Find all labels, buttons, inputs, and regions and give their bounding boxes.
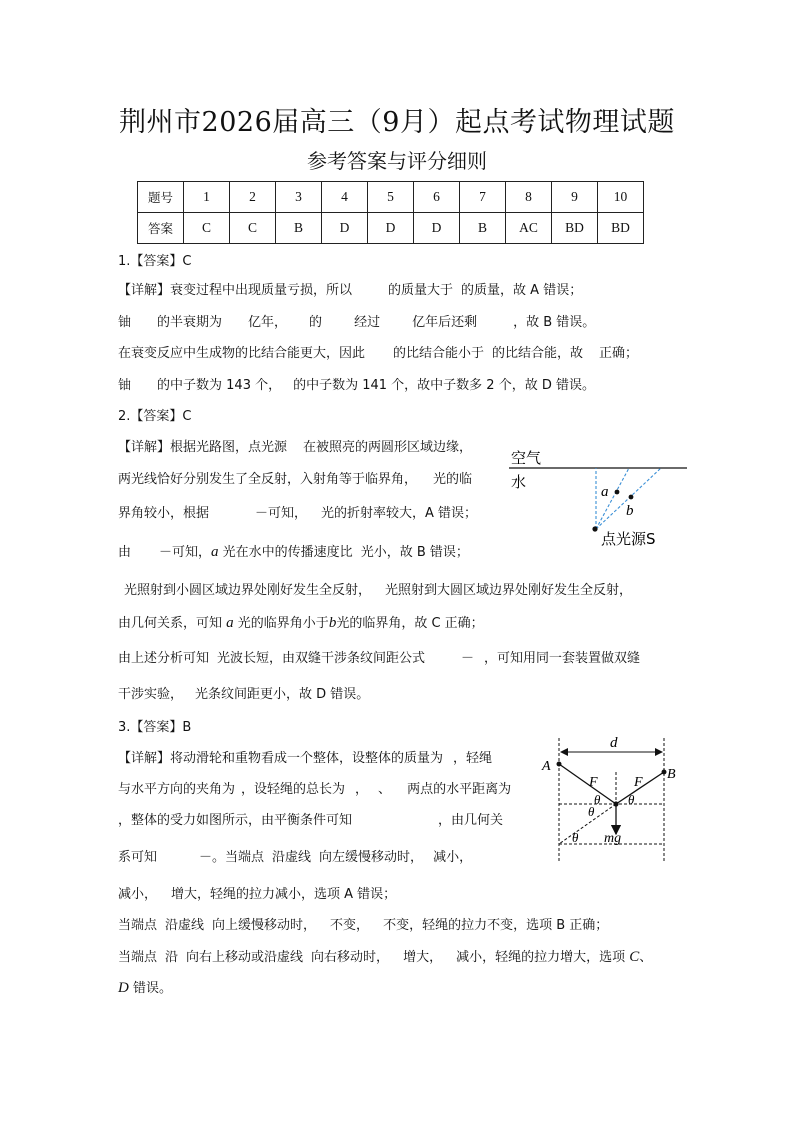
text: 向右移动时， — [311, 950, 390, 965]
force-diagram — [540, 732, 690, 864]
light-path-diagram — [505, 445, 690, 555]
text: 两光线恰好分别发生了全反射，入射角等于临界角， — [118, 472, 418, 487]
text: 光照射到大圆区域边界处刚好发生全反射， — [385, 583, 633, 598]
answer-cell: B — [276, 213, 322, 244]
text: 【详解】将动滑轮和重物看成一个整体，设整体的质量为 — [118, 751, 444, 766]
text: 亿年后还剩 — [412, 315, 478, 330]
point-b-dot — [629, 495, 634, 500]
text: ，轻绳 — [453, 751, 493, 766]
answer-table-row-questions — [138, 182, 644, 213]
text: 经过 — [354, 315, 381, 330]
answer-cell: AC — [506, 213, 552, 244]
text: 光的临界角，故 C 正确； — [336, 616, 484, 631]
text: 铀 — [118, 378, 132, 393]
text: 的比结合能小于 — [393, 346, 485, 361]
option-c: C — [629, 949, 640, 965]
text: 光在水中的传播速度比 — [222, 545, 353, 560]
text: ，整体的受力如图所示，由平衡条件可知 — [118, 813, 353, 828]
q3-explanation-line-1 — [118, 751, 492, 767]
question-number-cell: 10 — [598, 182, 644, 213]
q3-explanation-line-3 — [118, 813, 503, 829]
q2-explanation-line-4 — [118, 544, 469, 561]
question-number-cell: 3 — [276, 182, 322, 213]
label-d: d — [610, 735, 618, 751]
question-number-cell: 2 — [230, 182, 276, 213]
text: 光的折射率较大，A 错误； — [321, 506, 478, 521]
question-number-cell: 1 — [184, 182, 230, 213]
text: 沿虚线 — [165, 918, 205, 933]
q3-explanation-line-6 — [118, 918, 608, 934]
text: 由 — [118, 545, 132, 560]
text: ，由几何关 — [438, 813, 504, 828]
point-a-dot — [615, 490, 620, 495]
label-theta-4: θ — [572, 830, 579, 845]
text: 干涉实验， — [118, 687, 184, 702]
label-F-left: F — [589, 775, 598, 790]
label-b: b — [626, 503, 634, 519]
label-mg: mg — [604, 831, 622, 846]
answer-cell: C — [184, 213, 230, 244]
label-air: 空气 — [511, 449, 542, 467]
text: 的中子数为 141 个，故中子数多 2 个，故 D 错误。 — [293, 378, 595, 393]
answer-cell: D — [322, 213, 368, 244]
question-number-cell: 5 — [368, 182, 414, 213]
q1-explanation-line-1 — [118, 283, 582, 299]
text: 界角较小，根据 — [118, 506, 210, 521]
text: 、 — [639, 950, 653, 965]
text: 的质量大于 — [388, 283, 454, 298]
text: 向左缓慢移动时， — [319, 850, 424, 865]
point-source-dot — [592, 526, 597, 531]
answer-cell: B — [460, 213, 506, 244]
text: 由几何关系，可知 — [118, 616, 223, 631]
q2-explanation-line-7 — [118, 651, 640, 667]
text: 光波长短，由双缝干涉条纹间距公式 — [217, 651, 426, 666]
pulley-point — [613, 801, 618, 806]
q2-explanation-line-2 — [118, 472, 472, 488]
text: ，可知用同一套装置做双缝 — [484, 651, 641, 666]
text: － — [461, 651, 475, 666]
text: 光小，故 B 错误； — [360, 545, 469, 560]
text: 由上述分析可知 — [118, 651, 210, 666]
text: 在衰变反应中生成物的比结合能更大，因此 — [118, 346, 366, 361]
answer-cell: D — [368, 213, 414, 244]
text: 沿 — [165, 950, 179, 965]
label-theta-1: θ — [594, 792, 601, 807]
label-theta-3: θ — [588, 804, 595, 819]
text: 光照射到小圆区域边界处刚好发生全反射， — [124, 583, 372, 598]
question-number-cell: 4 — [322, 182, 368, 213]
answer-cell: D — [414, 213, 460, 244]
answer-cell: BD — [598, 213, 644, 244]
text: 【详解】根据光路图，点光源 — [118, 440, 288, 455]
option-d: D — [118, 980, 129, 996]
q1-explanation-line-3 — [118, 346, 638, 362]
text: 当端点 — [118, 950, 158, 965]
label-theta-2: θ — [628, 792, 635, 807]
text: 在被照亮的两圆形区域边缘， — [303, 440, 473, 455]
text: 向右上移动或沿虚线 — [186, 950, 304, 965]
answer-table-row-answers — [138, 213, 644, 244]
text: 的中子数为 143 个， — [157, 378, 282, 393]
text: 光的临 — [433, 472, 473, 487]
text: 减小， — [433, 850, 473, 865]
text: 错误。 — [132, 981, 172, 996]
text: 增大，轻绳的拉力减小，选项 A 错误； — [171, 887, 397, 902]
q3-explanation-line-8 — [118, 980, 172, 997]
q2-explanation-line-6 — [118, 615, 484, 632]
text: 系可知 — [118, 850, 158, 865]
question-number-cell: 8 — [506, 182, 552, 213]
text: 的 — [309, 315, 323, 330]
label-B: B — [667, 767, 676, 782]
text: 、 — [378, 782, 392, 797]
text: ， — [355, 782, 369, 797]
q2-answer-heading: 2.【答案】C — [118, 409, 192, 424]
question-number-cell: 7 — [460, 182, 506, 213]
text: 向上缓慢移动时， — [212, 918, 317, 933]
q3-explanation-line-2 — [118, 782, 511, 798]
label-A: A — [542, 759, 551, 774]
document-subtitle: 参考答案与评分细则 — [307, 149, 487, 173]
text: 不变， — [330, 918, 370, 933]
text: ，设轻绳的总长为 — [241, 782, 346, 797]
label-F-right: F — [634, 775, 643, 790]
q1-explanation-line-4 — [118, 378, 595, 394]
text: ，故 B 错误。 — [513, 315, 596, 330]
label-water: 水 — [511, 473, 527, 491]
text: 【详解】衰变过程中出现质量亏损，所以 — [118, 283, 353, 298]
q3-answer-heading: 3.【答案】B — [118, 720, 192, 735]
text: －。当端点 — [199, 850, 265, 865]
variable-a: a — [226, 615, 234, 631]
text: 的半衰期为 — [157, 315, 223, 330]
header-cell-question: 题号 — [138, 182, 184, 213]
text: 铀 — [118, 315, 132, 330]
text: 当端点 — [118, 918, 158, 933]
text: 的质量，故 A 错误； — [461, 283, 583, 298]
text: 亿年， — [248, 315, 288, 330]
q2-explanation-line-8 — [118, 687, 369, 703]
text: 减小，轻绳的拉力增大，选项 — [456, 950, 626, 965]
q3-explanation-line-4 — [118, 850, 472, 866]
q2-explanation-line-1 — [118, 440, 472, 456]
text: 正确； — [599, 346, 639, 361]
question-number-cell: 6 — [414, 182, 460, 213]
q1-answer-heading: 1.【答案】C — [118, 254, 192, 269]
q2-explanation-line-3 — [118, 506, 477, 522]
text: 光的临界角小于 — [237, 616, 329, 631]
header-cell-answer: 答案 — [138, 213, 184, 244]
text: －可知， — [159, 545, 212, 560]
document-title: 荆州市2026届高三（9月）起点考试物理试题 — [119, 107, 675, 138]
text: 与水平方向的夹角为 — [118, 782, 236, 797]
q2-explanation-line-5 — [124, 583, 632, 599]
text: 减小， — [118, 887, 158, 902]
text: 两点的水平距离为 — [407, 782, 512, 797]
text: 光条纹间距更小，故 D 错误。 — [195, 687, 370, 702]
text: 沿虚线 — [272, 850, 312, 865]
q1-explanation-line-2 — [118, 315, 595, 331]
rope-left — [559, 764, 616, 804]
answer-cell: C — [230, 213, 276, 244]
q3-explanation-line-5 — [118, 887, 396, 903]
text: 的比结合能，故 — [492, 346, 584, 361]
q3-explanation-line-7 — [118, 949, 652, 966]
variable-b: b — [328, 615, 337, 631]
text: 不变，轻绳的拉力不变，选项 B 正确； — [383, 918, 609, 933]
answer-table — [137, 181, 644, 244]
label-source: 点光源S — [601, 530, 656, 548]
question-number-cell: 9 — [552, 182, 598, 213]
variable-a: a — [211, 544, 219, 560]
label-a: a — [601, 484, 609, 500]
answer-cell: BD — [552, 213, 598, 244]
text: －可知， — [255, 506, 308, 521]
text: 增大， — [403, 950, 443, 965]
